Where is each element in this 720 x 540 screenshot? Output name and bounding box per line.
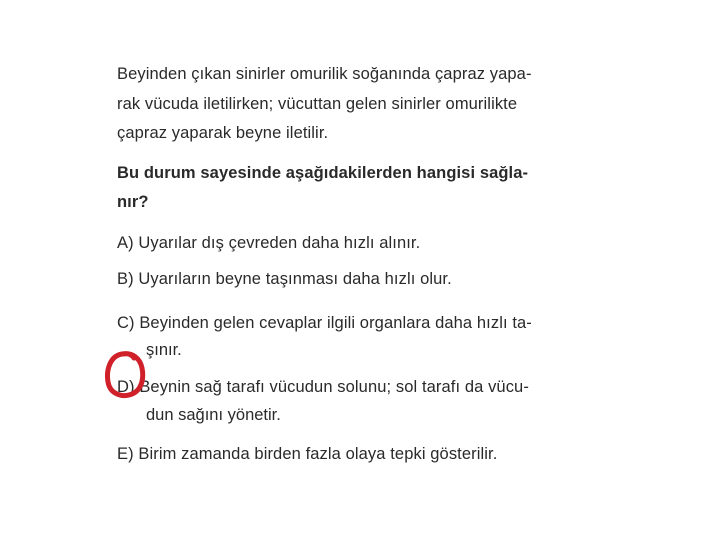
prompt-line: nır? <box>117 193 149 211</box>
option-text: Beynin sağ tarafı vücudun solunu; sol tarafı da vücu- <box>139 378 529 396</box>
option-letter: A) <box>117 234 134 252</box>
option-d[interactable] <box>117 377 607 397</box>
option-text: Beyinden gelen cevaplar ilgili organlara daha hızlı ta- <box>139 314 532 332</box>
option-a[interactable] <box>117 233 607 253</box>
option-d-continuation: dun sağını yönetir. <box>146 406 281 424</box>
option-b[interactable] <box>117 269 607 289</box>
option-c-continuation: şınır. <box>146 341 182 359</box>
option-letter: C) <box>117 314 135 332</box>
option-e[interactable] <box>117 444 607 464</box>
option-text: Uyarılar dış çevreden daha hızlı alınır. <box>138 234 421 252</box>
option-text: Birim zamanda birden fazla olaya tepki gösterilir. <box>138 445 498 463</box>
option-letter: D) <box>117 378 135 396</box>
option-c[interactable] <box>117 313 607 333</box>
option-text: Uyarıların beyne taşınması daha hızlı olur. <box>138 270 452 288</box>
stem-line: rak vücuda iletilirken; vücuttan gelen sinirler omurilikte <box>117 95 518 113</box>
option-letter: E) <box>117 445 134 463</box>
option-letter: B) <box>117 270 134 288</box>
prompt-line: Bu durum sayesinde aşağıdakilerden hangisi sağla- <box>117 164 529 182</box>
stem-line: çapraz yaparak beyne iletilir. <box>117 124 329 142</box>
stem-line: Beyinden çıkan sinirler omurilik soğanında çapraz yapa- <box>117 65 532 83</box>
